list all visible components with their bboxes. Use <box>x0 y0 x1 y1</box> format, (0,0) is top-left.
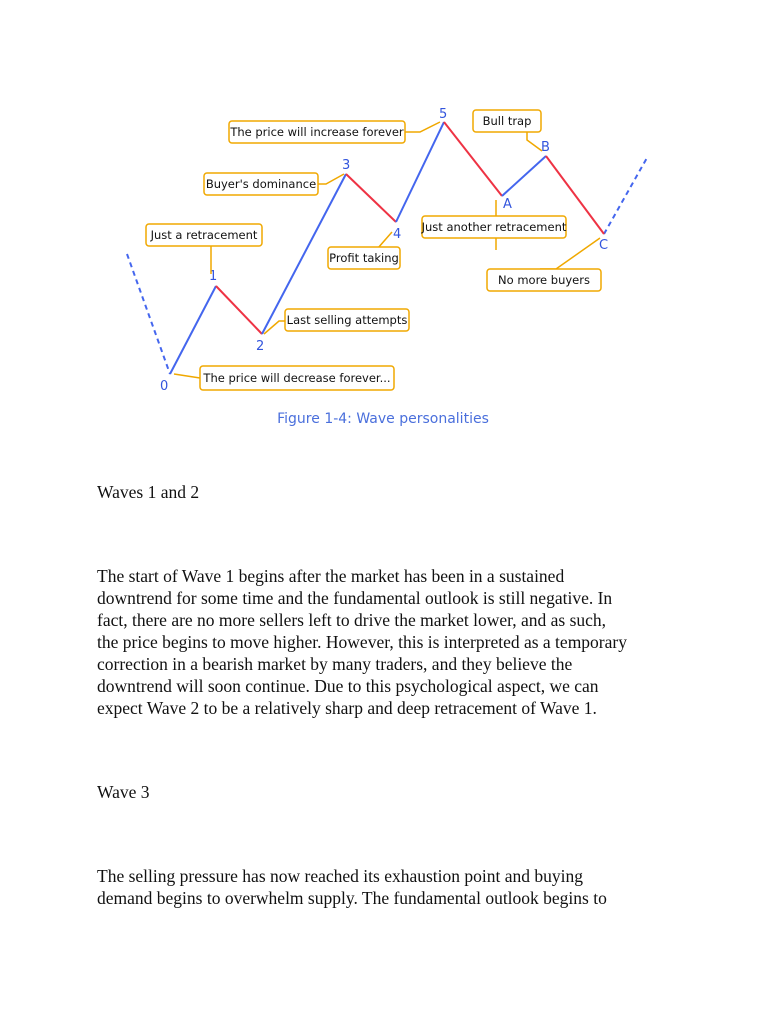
svg-text:Profit taking: Profit taking <box>329 251 399 265</box>
section-heading-wave-3: Wave 3 <box>97 782 150 802</box>
svg-text:Buyer's dominance: Buyer's dominance <box>205 177 317 191</box>
paragraph-line: fact, there are no more sellers left to drive the market lower, and as such, <box>97 610 607 630</box>
callout-price-increase-forever <box>229 121 405 143</box>
paragraph-line: The start of Wave 1 begins after the market has been in a sustained <box>97 566 565 586</box>
callout-last-selling-attempts <box>285 309 409 331</box>
section-heading-waves-1-2: Waves 1 and 2 <box>97 482 200 502</box>
paragraph-line: correction in a bearish market by many traders, and they believe the <box>97 654 573 674</box>
point-label-4: 4 <box>393 227 402 242</box>
paragraph-line: downtrend will soon continue. Due to this psychological aspect, we can <box>97 676 599 696</box>
point-label-A: A <box>503 197 512 212</box>
point-label-0: 0 <box>160 379 169 394</box>
paragraph-line: The selling pressure has now reached its exhaustion point and buying <box>97 866 584 886</box>
svg-text:No more buyers: No more buyers <box>498 273 590 287</box>
paragraph-line: downtrend for some time and the fundamental outlook is still negative. In <box>97 588 613 608</box>
paragraph-line: demand begins to overwhelm supply. The fundamental outlook begins to <box>97 888 607 908</box>
lead-in-dashed-line <box>127 254 170 374</box>
svg-text:Just another retracement: Just another retracement <box>421 220 567 234</box>
callout-no-more-buyers <box>487 269 601 291</box>
svg-text:The price will increase foreve: The price will increase forever <box>230 125 404 139</box>
callout-just-another-retracement <box>421 216 567 238</box>
svg-text:The price will decrease foreve: The price will decrease forever... <box>203 371 391 385</box>
wave-segment-A-B <box>502 156 546 196</box>
svg-text:Just a retracement: Just a retracement <box>150 228 258 242</box>
point-label-5: 5 <box>439 107 448 122</box>
point-label-3: 3 <box>342 158 351 173</box>
callout-bull-trap <box>473 110 541 132</box>
wave-personalities-figure <box>0 0 768 440</box>
paragraph-line: the price begins to move higher. However, this is interpreted as a temporary <box>97 632 627 652</box>
point-label-B: B <box>541 140 550 155</box>
svg-text:Last selling attempts: Last selling attempts <box>286 313 408 327</box>
point-label-2: 2 <box>256 339 265 354</box>
svg-text:Bull trap: Bull trap <box>482 114 532 128</box>
figure-caption: Figure 1-4: Wave personalities <box>277 411 489 427</box>
paragraph-line: expect Wave 2 to be a relatively sharp and deep retracement of Wave 1. <box>97 698 597 718</box>
point-label-1: 1 <box>209 269 218 284</box>
wave-segment-3-4 <box>346 174 396 222</box>
wave-segment-0-1 <box>170 286 216 374</box>
lead-out-dashed-line <box>604 156 648 234</box>
callout-just-a-retracement <box>146 224 262 246</box>
callout-price-decrease-forever <box>200 366 394 390</box>
wave-segment-1-2 <box>216 286 262 334</box>
callout-profit-taking <box>328 247 400 269</box>
wave-segment-5-A <box>444 122 502 196</box>
callout-buyers-dominance <box>204 173 318 195</box>
point-label-C: C <box>599 238 609 253</box>
